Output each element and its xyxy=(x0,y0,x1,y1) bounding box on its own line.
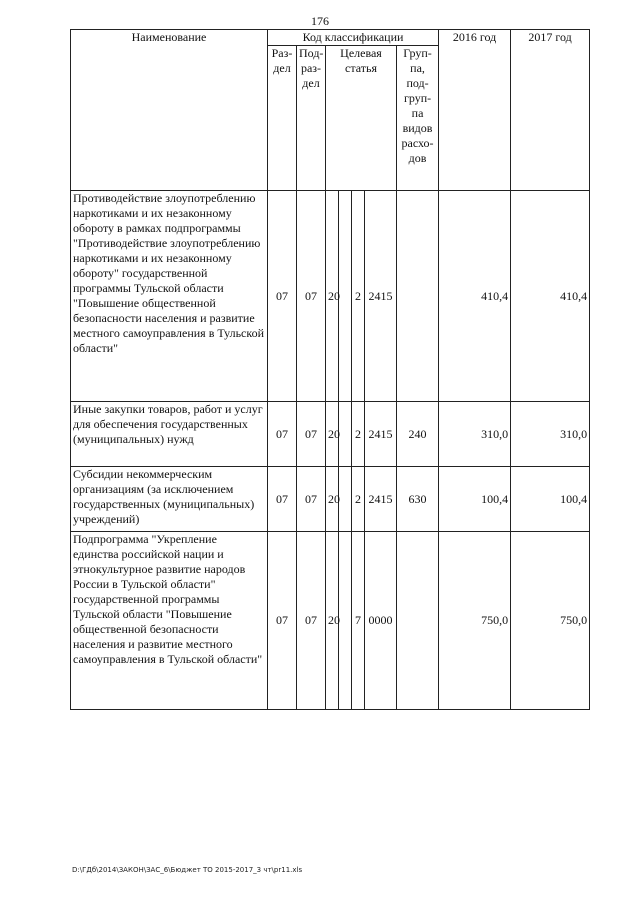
row-expense-group xyxy=(397,532,439,710)
row-cs-program: 20 xyxy=(326,402,339,467)
row-podrazdel: 07 xyxy=(297,402,326,467)
budget-table xyxy=(70,29,590,710)
header-razdel: Раз- дел xyxy=(268,46,297,191)
row-cs-subprogram: 2 xyxy=(352,467,365,532)
row-cs-blank xyxy=(339,532,352,710)
row-amount-2016: 100,4 xyxy=(439,467,511,532)
header-podrazdel: Под- раз- дел xyxy=(297,46,326,191)
row-amount-2017: 410,4 xyxy=(511,191,590,402)
header-year-2016: 2016 год xyxy=(439,30,511,191)
row-name: Иные закупки товаров, работ и услуг для обеспечения государственных (муниципальных) нужд xyxy=(71,402,268,467)
row-cs-direction: 2415 xyxy=(365,467,397,532)
row-razdel: 07 xyxy=(268,532,297,710)
row-cs-blank xyxy=(339,402,352,467)
row-amount-2017: 100,4 xyxy=(511,467,590,532)
row-razdel: 07 xyxy=(268,467,297,532)
row-cs-direction: 2415 xyxy=(365,402,397,467)
row-amount-2016: 410,4 xyxy=(439,191,511,402)
header-year-2017: 2017 год xyxy=(511,30,590,191)
row-cs-program: 20 xyxy=(326,532,339,710)
page-number: 176 xyxy=(311,14,329,28)
header-name: Наименование xyxy=(71,30,268,191)
row-cs-blank xyxy=(339,467,352,532)
row-name: Субсидии некоммерческим организациям (за исключением государственных (муниципальных) учреждений) xyxy=(71,467,268,532)
file-path-footer: D:\ГДб\2014\ЗАКОН\ЗАС_6\Бюджет ТО 2015-2017_3 чт\pr11.xls xyxy=(72,866,303,874)
row-name: Подпрограмма "Укрепление единства российской нации и этнокультурное развитие народов России в Тульской области" государственной программы Тульской области "Повышение общественной безопасности населения и развитие местного самоуправления в Тульской области" xyxy=(71,532,268,710)
row-podrazdel: 07 xyxy=(297,191,326,402)
row-podrazdel: 07 xyxy=(297,532,326,710)
row-cs-direction: 0000 xyxy=(365,532,397,710)
row-amount-2017: 750,0 xyxy=(511,532,590,710)
row-razdel: 07 xyxy=(268,191,297,402)
table-row xyxy=(71,532,590,710)
row-amount-2016: 310,0 xyxy=(439,402,511,467)
row-cs-subprogram: 7 xyxy=(352,532,365,710)
row-cs-subprogram: 2 xyxy=(352,402,365,467)
row-expense-group xyxy=(397,191,439,402)
table-row xyxy=(71,402,590,467)
header-row-main xyxy=(71,30,590,46)
row-cs-direction: 2415 xyxy=(365,191,397,402)
row-name: Противодействие злоупотреблению наркотиками и их незаконному обороту в рамках подпрограммы "Противодействие злоупотреблению наркотиками и их незаконному обороту" государственной программы Тульской области "Повышение общественной безопасности населения и развитие местного самоуправления в Тульской области" xyxy=(71,191,268,402)
table-row xyxy=(71,467,590,532)
row-cs-subprogram: 2 xyxy=(352,191,365,402)
row-cs-program: 20 xyxy=(326,467,339,532)
header-expense-group: Груп- па, под- груп- па видов расхо- дов xyxy=(397,46,439,191)
row-amount-2016: 750,0 xyxy=(439,532,511,710)
row-podrazdel: 07 xyxy=(297,467,326,532)
row-razdel: 07 xyxy=(268,402,297,467)
table-row xyxy=(71,191,590,402)
row-expense-group: 630 xyxy=(397,467,439,532)
row-expense-group: 240 xyxy=(397,402,439,467)
row-cs-blank xyxy=(339,191,352,402)
row-cs-program: 20 xyxy=(326,191,339,402)
row-amount-2017: 310,0 xyxy=(511,402,590,467)
header-target-article: Целевая статья xyxy=(326,46,397,191)
header-code-group: Код классификации xyxy=(268,30,439,46)
